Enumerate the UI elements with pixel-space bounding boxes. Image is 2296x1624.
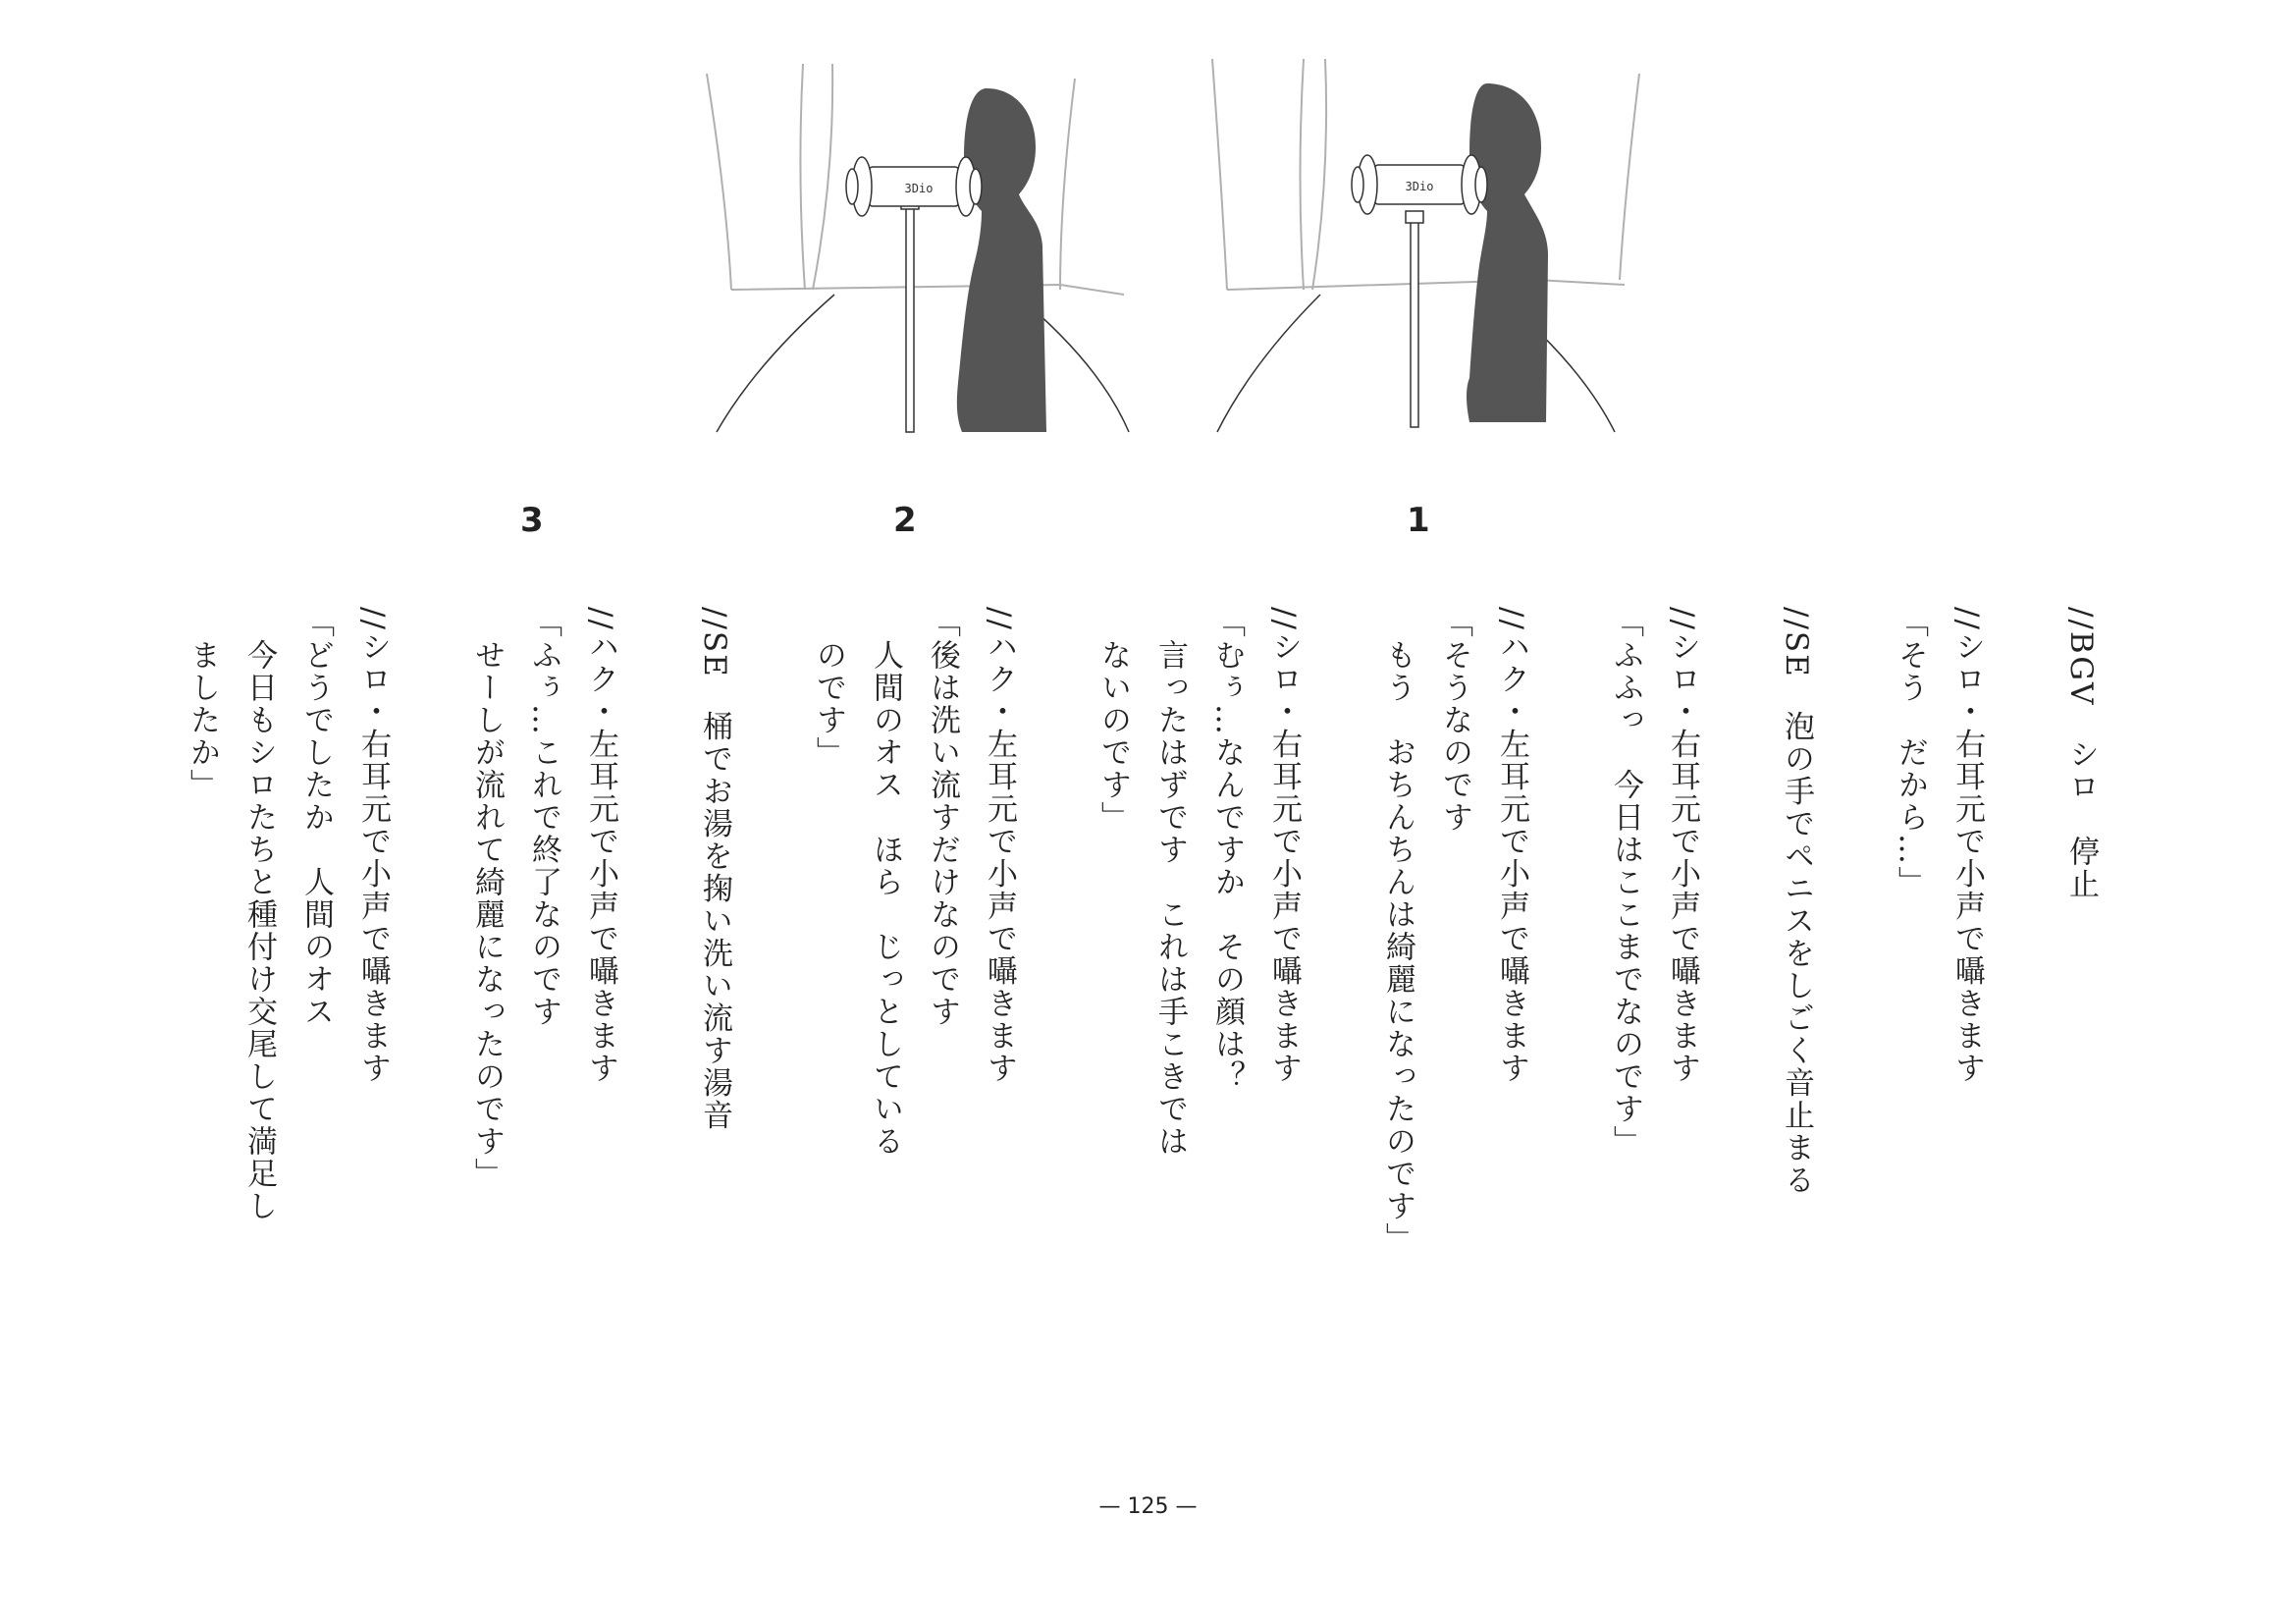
script-dialogue: 「後は洗い流すだけなのです	[925, 607, 960, 1028]
script-spacer	[1028, 607, 1085, 1392]
mic-stand-pole	[1411, 221, 1418, 427]
script-spacer	[1540, 607, 1597, 1392]
script-dialogue: 「どうでしたか 人間のオス	[298, 607, 334, 1028]
script-direction: //SE 桶でお湯を掬い洗い流す湯音	[697, 607, 732, 1132]
script-direction: //ハク・左耳元で小声で囁きます	[583, 607, 618, 1085]
script-direction: //SE 泡の手でペニスをしごく音止まる	[1779, 607, 1814, 1197]
script-spacer	[743, 607, 800, 1392]
script-dialogue: ましたか」	[185, 607, 220, 801]
listener-silhouette	[1467, 83, 1548, 422]
script-dialogue: 人間のオス ほら じっとしている	[868, 607, 903, 1158]
mic-stand-pole	[906, 206, 914, 432]
script-body	[166, 607, 2109, 1392]
script-dialogue: もう おちんちんは綺麗になったのです」	[1380, 607, 1415, 1255]
position-label-3: 3	[520, 501, 544, 540]
script-dialogue: のです」	[811, 607, 846, 769]
position-label-1: 1	[1407, 501, 1430, 540]
script-spacer	[401, 607, 458, 1392]
script-spacer	[1711, 607, 1768, 1392]
script-spacer	[1996, 607, 2053, 1392]
script-spacer	[1825, 607, 1882, 1392]
script-direction: //ハク・左耳元で小声で囁きます	[982, 607, 1017, 1085]
script-dialogue: 言ったはずです これは手こきでは	[1152, 607, 1188, 1158]
script-dialogue: 「ふふっ 今日はここまでなのです」	[1608, 607, 1643, 1158]
script-direction: //シロ・右耳元で小声で囁きます	[1949, 607, 1985, 1085]
script-direction: //シロ・右耳元で小声で囁きます	[1266, 607, 1302, 1085]
mic-label: 3Dio	[1405, 180, 1434, 193]
position-label-2: 2	[893, 501, 917, 540]
script-dialogue: 「そう だから…」	[1893, 607, 1928, 898]
script-spacer	[629, 607, 686, 1392]
position-illustrations	[0, 0, 2296, 452]
script-dialogue: 「そうなのです	[1437, 607, 1472, 834]
script-dialogue: 今日もシロたちと種付け交尾して満足し	[241, 607, 277, 1222]
listener-silhouette	[957, 88, 1046, 432]
mic-label: 3Dio	[904, 182, 934, 195]
script-dialogue: ないのです」	[1095, 607, 1131, 834]
script-spacer	[1312, 607, 1369, 1392]
script-direction: //シロ・右耳元で小声で囁きます	[1665, 607, 1700, 1085]
illustration-position-2	[687, 0, 1148, 452]
script-dialogue: せーしが流れて綺麗になったのです」	[469, 607, 505, 1190]
page-number: — 125 —	[1098, 1494, 1198, 1519]
script-direction: //シロ・右耳元で小声で囁きます	[355, 607, 391, 1085]
illustration-position-1	[1202, 0, 1664, 452]
script-direction: //ハク・左耳元で小声で囁きます	[1494, 607, 1529, 1085]
script-dialogue: 「むぅ…なんですか その顔は？	[1209, 607, 1245, 1093]
script-direction: //BGV シロ 停止	[2063, 607, 2099, 901]
script-dialogue: 「ふぅ…これで終了なのです	[526, 607, 561, 1028]
